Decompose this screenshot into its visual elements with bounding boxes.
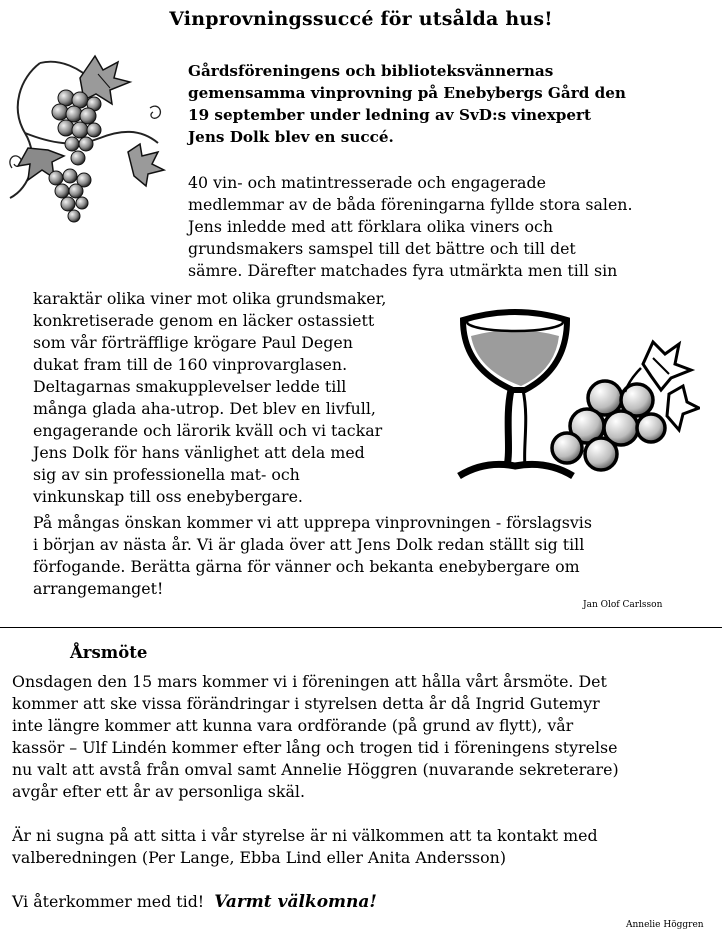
body-line: avgår efter ett år av personliga skäl. <box>12 782 305 801</box>
body-line: Onsdagen den 15 mars kommer vi i föreningen att hålla vårt årsmöte. Det <box>12 672 607 691</box>
closing-text: Vi återkommer med tid! <box>12 892 205 911</box>
body-line: valberedningen (Per Lange, Ebba Lind eller Anita Andersson) <box>12 848 507 867</box>
article-body-end <box>33 512 693 600</box>
body-line: engagerande och lärorik kväll och vi tackar <box>33 421 383 440</box>
body-line: Jens Dolk för hans vänlighet att dela med <box>33 443 365 462</box>
body-line: kommer att ske vissa förändringar i styrelsen detta år då Ingrid Gutemyr <box>12 694 600 713</box>
body-line: vinkunskap till oss enebybergare. <box>33 487 303 506</box>
body-line: förfogande. Berätta gärna för vänner och bekanta enebybergare om <box>33 557 580 576</box>
body-line: många glada aha-utrop. Det blev en livfull, <box>33 399 376 418</box>
article-lead <box>188 60 708 148</box>
body-line: inte längre kommer att kunna vara ordförande (på grund av flytt), vår <box>12 716 574 735</box>
lead-line: Jens Dolk blev en succé. <box>188 128 394 146</box>
meeting-paragraph <box>12 671 717 803</box>
body-line: Jens inledde med att förklara olika viners och <box>188 217 554 236</box>
body-line: grundsmakers samspel till det bättre och till det <box>188 239 576 258</box>
article-body-mid <box>33 288 453 508</box>
lead-line: 19 september under ledning av SvD:s vinexpert <box>188 106 592 124</box>
body-line: konkretiserade genom en läcker ostassiett <box>33 311 375 330</box>
article-body-top <box>188 172 708 282</box>
article-title: Vinprovningssuccé för utsålda hus! <box>169 8 553 30</box>
grape-clusters-illustration <box>0 48 170 233</box>
lead-line: gemensamma vinprovning på Enebybergs Gård den <box>188 84 626 102</box>
body-line: Är ni sugna på att sitta i vår styrelse är ni välkommen att ta kontakt med <box>12 826 598 845</box>
body-line: dukat fram till de 160 vinprovarglasen. <box>33 355 348 374</box>
meeting-heading: Årsmöte <box>70 643 148 662</box>
body-line: På mångas önskan kommer vi att upprepa vinprovningen - förslagsvis <box>33 513 592 532</box>
meeting-paragraph <box>12 825 717 869</box>
body-line: sämre. Därefter matchades fyra utmärkta men till sin <box>188 261 618 280</box>
body-line: Deltagarnas smakupplevelser ledde till <box>33 377 347 396</box>
article-signature: Jan Olof Carlsson <box>583 600 663 610</box>
body-line: sig av sin professionella mat- och <box>33 465 300 484</box>
wine-glass-illustration <box>455 298 700 493</box>
body-line: nu valt att avstå från omval samt Annelie Höggren (nuvarande sekreterare) <box>12 760 619 779</box>
meeting-closing <box>12 891 717 913</box>
body-line: medlemmar av de båda föreningarna fyllde stora salen. <box>188 195 633 214</box>
body-line: arrangemanget! <box>33 579 164 598</box>
body-line: kassör – Ulf Lindén kommer efter lång och trogen tid i föreningens styrelse <box>12 738 618 757</box>
body-line: i början av nästa år. Vi är glada över att Jens Dolk redan ställt sig till <box>33 535 585 554</box>
closing-emphasis: Varmt välkomna! <box>214 892 377 912</box>
meeting-body <box>12 671 717 913</box>
body-line: karaktär olika viner mot olika grundsmaker, <box>33 289 387 308</box>
body-line: 40 vin- och matintresserade och engagerade <box>188 173 546 192</box>
meeting-signature: Annelie Höggren <box>626 920 704 930</box>
body-line: som vår förträfflige krögare Paul Degen <box>33 333 353 352</box>
lead-line: Gårdsföreningens och biblioteksvännernas <box>188 62 554 80</box>
section-divider <box>0 627 722 628</box>
